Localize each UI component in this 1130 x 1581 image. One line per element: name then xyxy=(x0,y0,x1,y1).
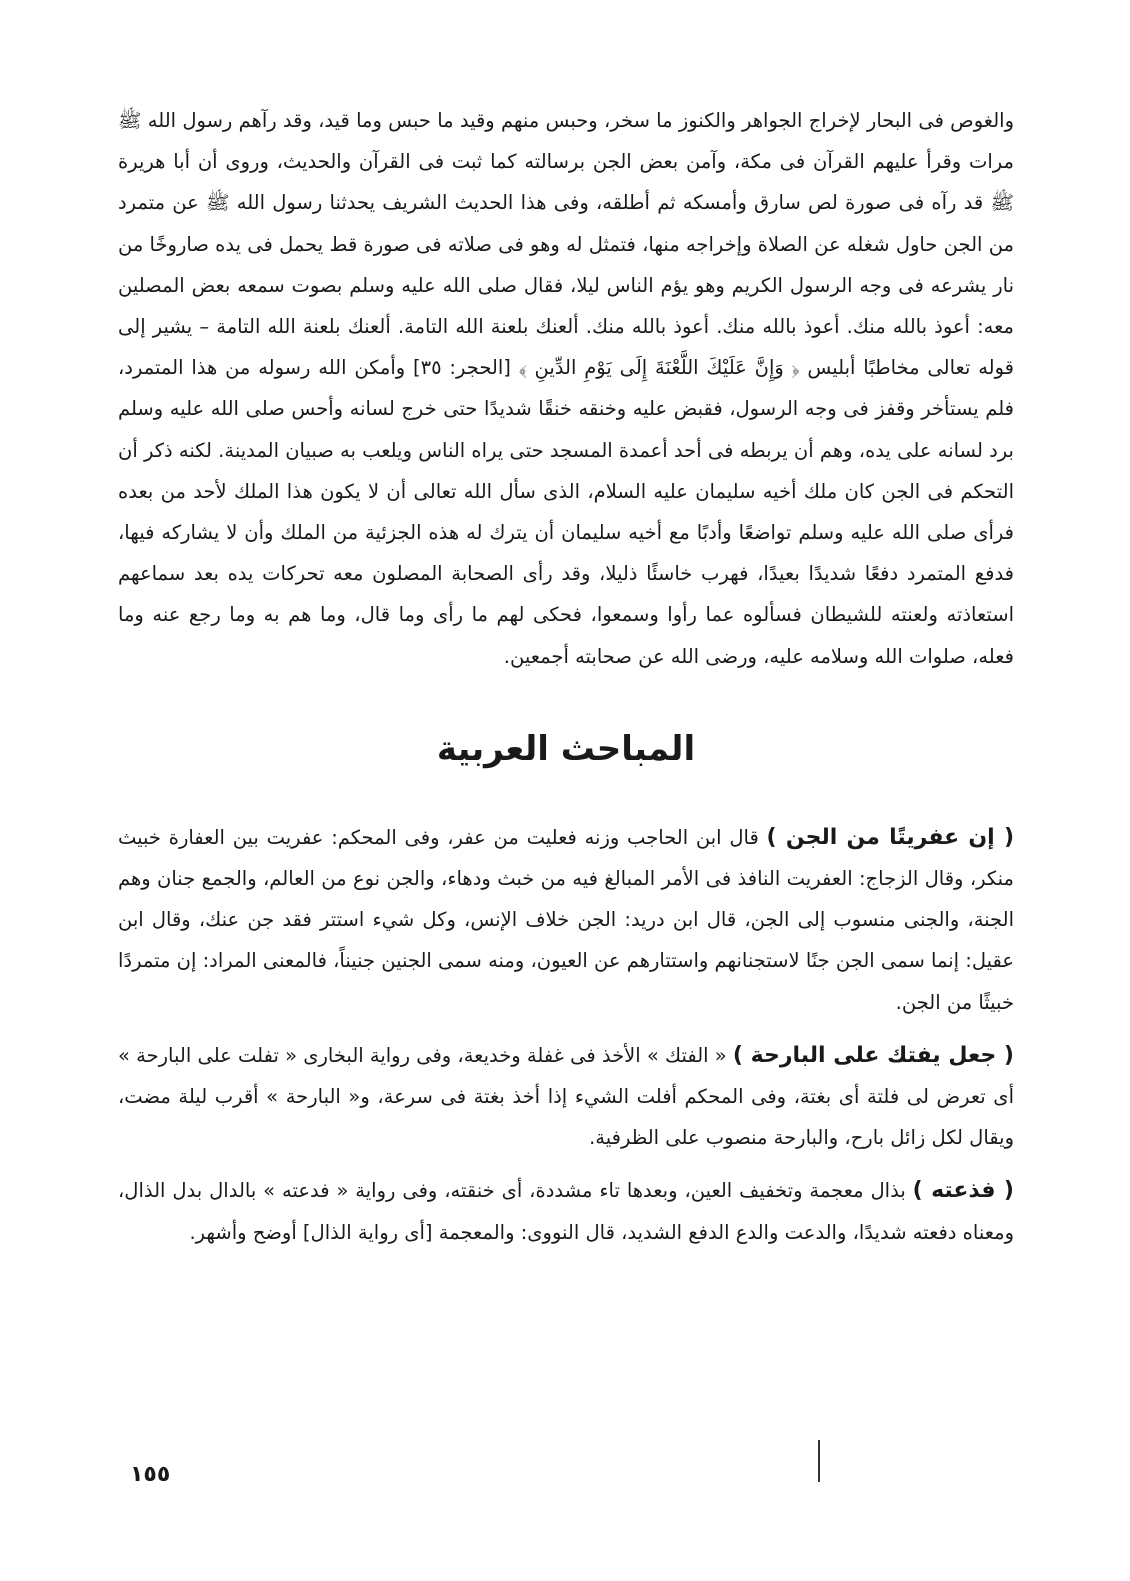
gutter-divider xyxy=(818,1440,820,1482)
body-paragraph: والغوص فى البحار لإخراج الجواهر والكنوز ما سخر، وحبس منهم وقيد ما حبس وما قيد، وقد رآهم رسول الله ﷺ مرات وقرأ عليهم القرآن فى مكة، وآمن بعض الجن برسالته كما ثبت فى القرآن والحديث، وروى أن أبا هريرة ﷺ قد رآه فى صورة لص سارق وأمسكه ثم أطلقه، وفى هذا الحديث الشريف يحدثنا رسول الله ﷺ عن متمرد من الجن حاول شغله عن الصلاة وإخراجه منها، فتمثل له وهو فى صلاته فى صورة قط يحمل فى يده صاروخًا من نار يشرعه فى وجه الرسول الكريم وهو يؤم الناس ليلا، فقال صلى الله عليه وسلم بصوت سمعه بعض المصلين معه: أعوذ بالله منك. أعوذ بالله منك. أعوذ بالله منك. ألعنك بلعنة الله التامة. ألعنك بلعنة الله التامة – يشير إلى قوله تعالى مخاطبًا أبليس ﴿ وَإِنَّ عَلَيْكَ اللَّعْنَةَ إِلَى يَوْمِ الدِّينِ ﴾ [الحجر: ٣٥] وأمكن الله رسوله من هذا المتمرد، فلم يستأخر وقفز فى وجه الرسول، فقبض عليه وخنقه خنقًا شديدًا حتى خرج لسانه وأحس صلى الله عليه وسلم برد لسانه على يده، وهم أن يربطه فى أحد أعمدة المسجد حتى يراه الناس ويلعب به صبيان المدينة. لكنه ذكر أن التحكم فى الجن كان ملك أخيه سليمان عليه السلام، الذى سأل الله تعالى أن لا يكون هذا الملك لأحد من بعده فرأى صلى الله عليه وسلم تواضعًا وأدبًا مع أخيه سليمان أن يترك له هذه الجزئية من الملك وأن لا يشاركه فيها، فدفع المتمرد دفعًا شديدًا بعيدًا، فهرب خاسئًا ذليلا، وقد رأى الصحابة المصلون معه تحركات يده بعد سماعهم استعاذته ولعنته للشيطان فسألوه عما رأوا وسمعوا، فحكى لهم ما رأى وما قال، وما هم به وما رجع عنه وما فعله، صلوات الله وسلامه عليه، ورضى الله عن صحابته أجمعين. xyxy=(118,109,1014,668)
entry-paragraph xyxy=(118,1170,1014,1252)
entry-text: قال ابن الحاجب وزنه فعليت من عفر، وفى المحكم: عفريت بين العفارة خبيث منكر، وقال الزجاج: العفريت النافذ فى الأمر المبالغ فيه من خبث ودهاء، والجن نوع من العالم، والجمع جنان وهم الجنة، والجنى منسوب إلى الجن، قال ابن دريد: الجن خلاف الإنس، وكل شيء استتر فقد جن عنك، وقال ابن عقيل: إنما سمى الجن جنًا لاستجنانهم واستتارهم عن العيون، ومنه سمى الجنين جنيناً، فالمعنى المراد: إن متمردًا خبيثًا من الجن. xyxy=(118,825,1014,1014)
entry-term: ( إن عفريتًا من الجن ) xyxy=(766,824,1014,850)
page-content xyxy=(118,100,1014,1265)
entry-text: « الفتك » الأخذ فى غفلة وخديعة، وفى رواية البخارى « تفلت على البارحة » أى تعرض لى فلتة أى بغتة، وفى المحكم أفلت الشيء إذا أخذ بغتة فى سرعة، و« البارحة » أقرب ليلة مضت، ويقال لكل زائل بارح، والبارحة منصوب على الظرفية. xyxy=(118,1043,1014,1150)
entry-term: ( جعل يفتك على البارحة ) xyxy=(732,1042,1014,1068)
section-title: المباحث العربية xyxy=(436,728,696,769)
entry-text: بذال معجمة وتخفيف العين، وبعدها تاء مشددة، أى خنقته، وفى رواية « فدعته » بالدال بدل الذال، ومعناه دفعته شديدًا، والدعت والدع الدفع الشديد، قال النووى: والمعجمة [أى رواية الذال] أوضح وأشهر. xyxy=(118,1179,1014,1244)
entry-term: ( فذعته ) xyxy=(912,1178,1014,1204)
entry-paragraph xyxy=(118,1035,1014,1159)
page-number: ١٥٥ xyxy=(130,1462,171,1487)
entry-paragraph xyxy=(118,817,1014,1023)
